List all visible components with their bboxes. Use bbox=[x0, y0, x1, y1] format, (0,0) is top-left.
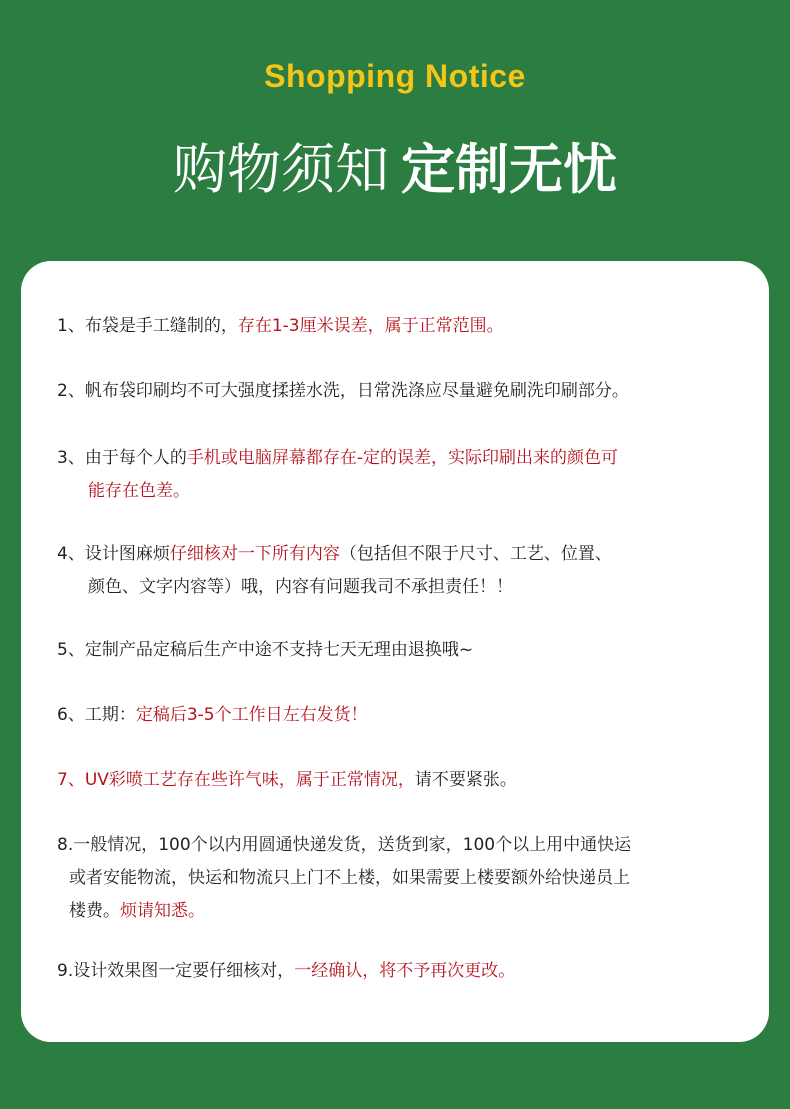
notice-4-text-cont: 颜色、文字内容等）哦，内容有问题我司不承担责任！！ bbox=[88, 577, 513, 597]
notice-9-text: 9.设计效果图一定要仔细核对， bbox=[57, 961, 295, 981]
notice-item-1 bbox=[57, 310, 753, 343]
notice-4-text: 4、设计图麻烦 bbox=[57, 544, 170, 564]
title-chinese bbox=[0, 138, 790, 202]
notice-9-highlight: 一经确认，将不予再次更改。 bbox=[294, 961, 516, 981]
notice-1-text: 1、布袋是手工缝制的， bbox=[57, 316, 238, 336]
notice-item-3 bbox=[57, 442, 753, 508]
notice-4-text-2: （包括但不限于尺寸、工艺、位置、 bbox=[339, 544, 612, 564]
notice-1-highlight: 存在1-3厘米误差，属于正常范围。 bbox=[237, 316, 504, 336]
notice-3-text: 3、由于每个人的 bbox=[57, 448, 187, 468]
notice-item-7 bbox=[57, 764, 753, 797]
notice-7-text: 请不要紧张。 bbox=[414, 770, 517, 790]
title-english: Shopping Notice bbox=[264, 58, 526, 94]
notice-4-highlight: 仔细核对一下所有内容 bbox=[169, 544, 340, 564]
notice-3-highlight: 手机或电脑屏幕都存在-定的误差，实际印刷出来的颜色可 bbox=[186, 448, 618, 468]
notice-item-8 bbox=[57, 829, 753, 928]
notice-7-highlight: 7、UV彩喷工艺存在些许气味，属于正常情况， bbox=[57, 770, 415, 790]
title-chinese-light: 购物须知 bbox=[173, 138, 389, 201]
notice-item-2 bbox=[57, 375, 753, 408]
notice-item-9 bbox=[57, 955, 753, 988]
notice-8-highlight: 烦请知悉。 bbox=[120, 901, 205, 921]
notice-6-text: 6、工期： bbox=[57, 705, 136, 725]
notice-item-5 bbox=[57, 634, 753, 667]
notice-card bbox=[21, 261, 769, 1042]
notice-8-text: 8.一般情况，100个以内用圆通快递发货，送货到家，100个以上用中通快运 bbox=[57, 835, 632, 855]
notice-5-text: 5、定制产品定稿后生产中途不支持七天无理由退换哦~ bbox=[57, 640, 474, 660]
notice-item-6 bbox=[57, 699, 753, 732]
notice-item-4 bbox=[57, 538, 753, 604]
notice-3-highlight-cont: 能存在色差。 bbox=[88, 481, 190, 501]
notice-8-text-cont: 或者安能物流，快运和物流只上门不上楼，如果需要上楼要额外给快递员上 bbox=[69, 868, 630, 888]
notice-6-highlight: 定稿后3-5个工作日左右发货！ bbox=[135, 705, 368, 725]
notice-8-text-end: 楼费。 bbox=[69, 901, 120, 921]
title-chinese-bold: 定制无忧 bbox=[401, 138, 617, 201]
notice-2-text: 2、帆布袋印刷均不可大强度揉搓水洗，日常洗涤应尽量避免刷洗印刷部分。 bbox=[57, 381, 629, 401]
